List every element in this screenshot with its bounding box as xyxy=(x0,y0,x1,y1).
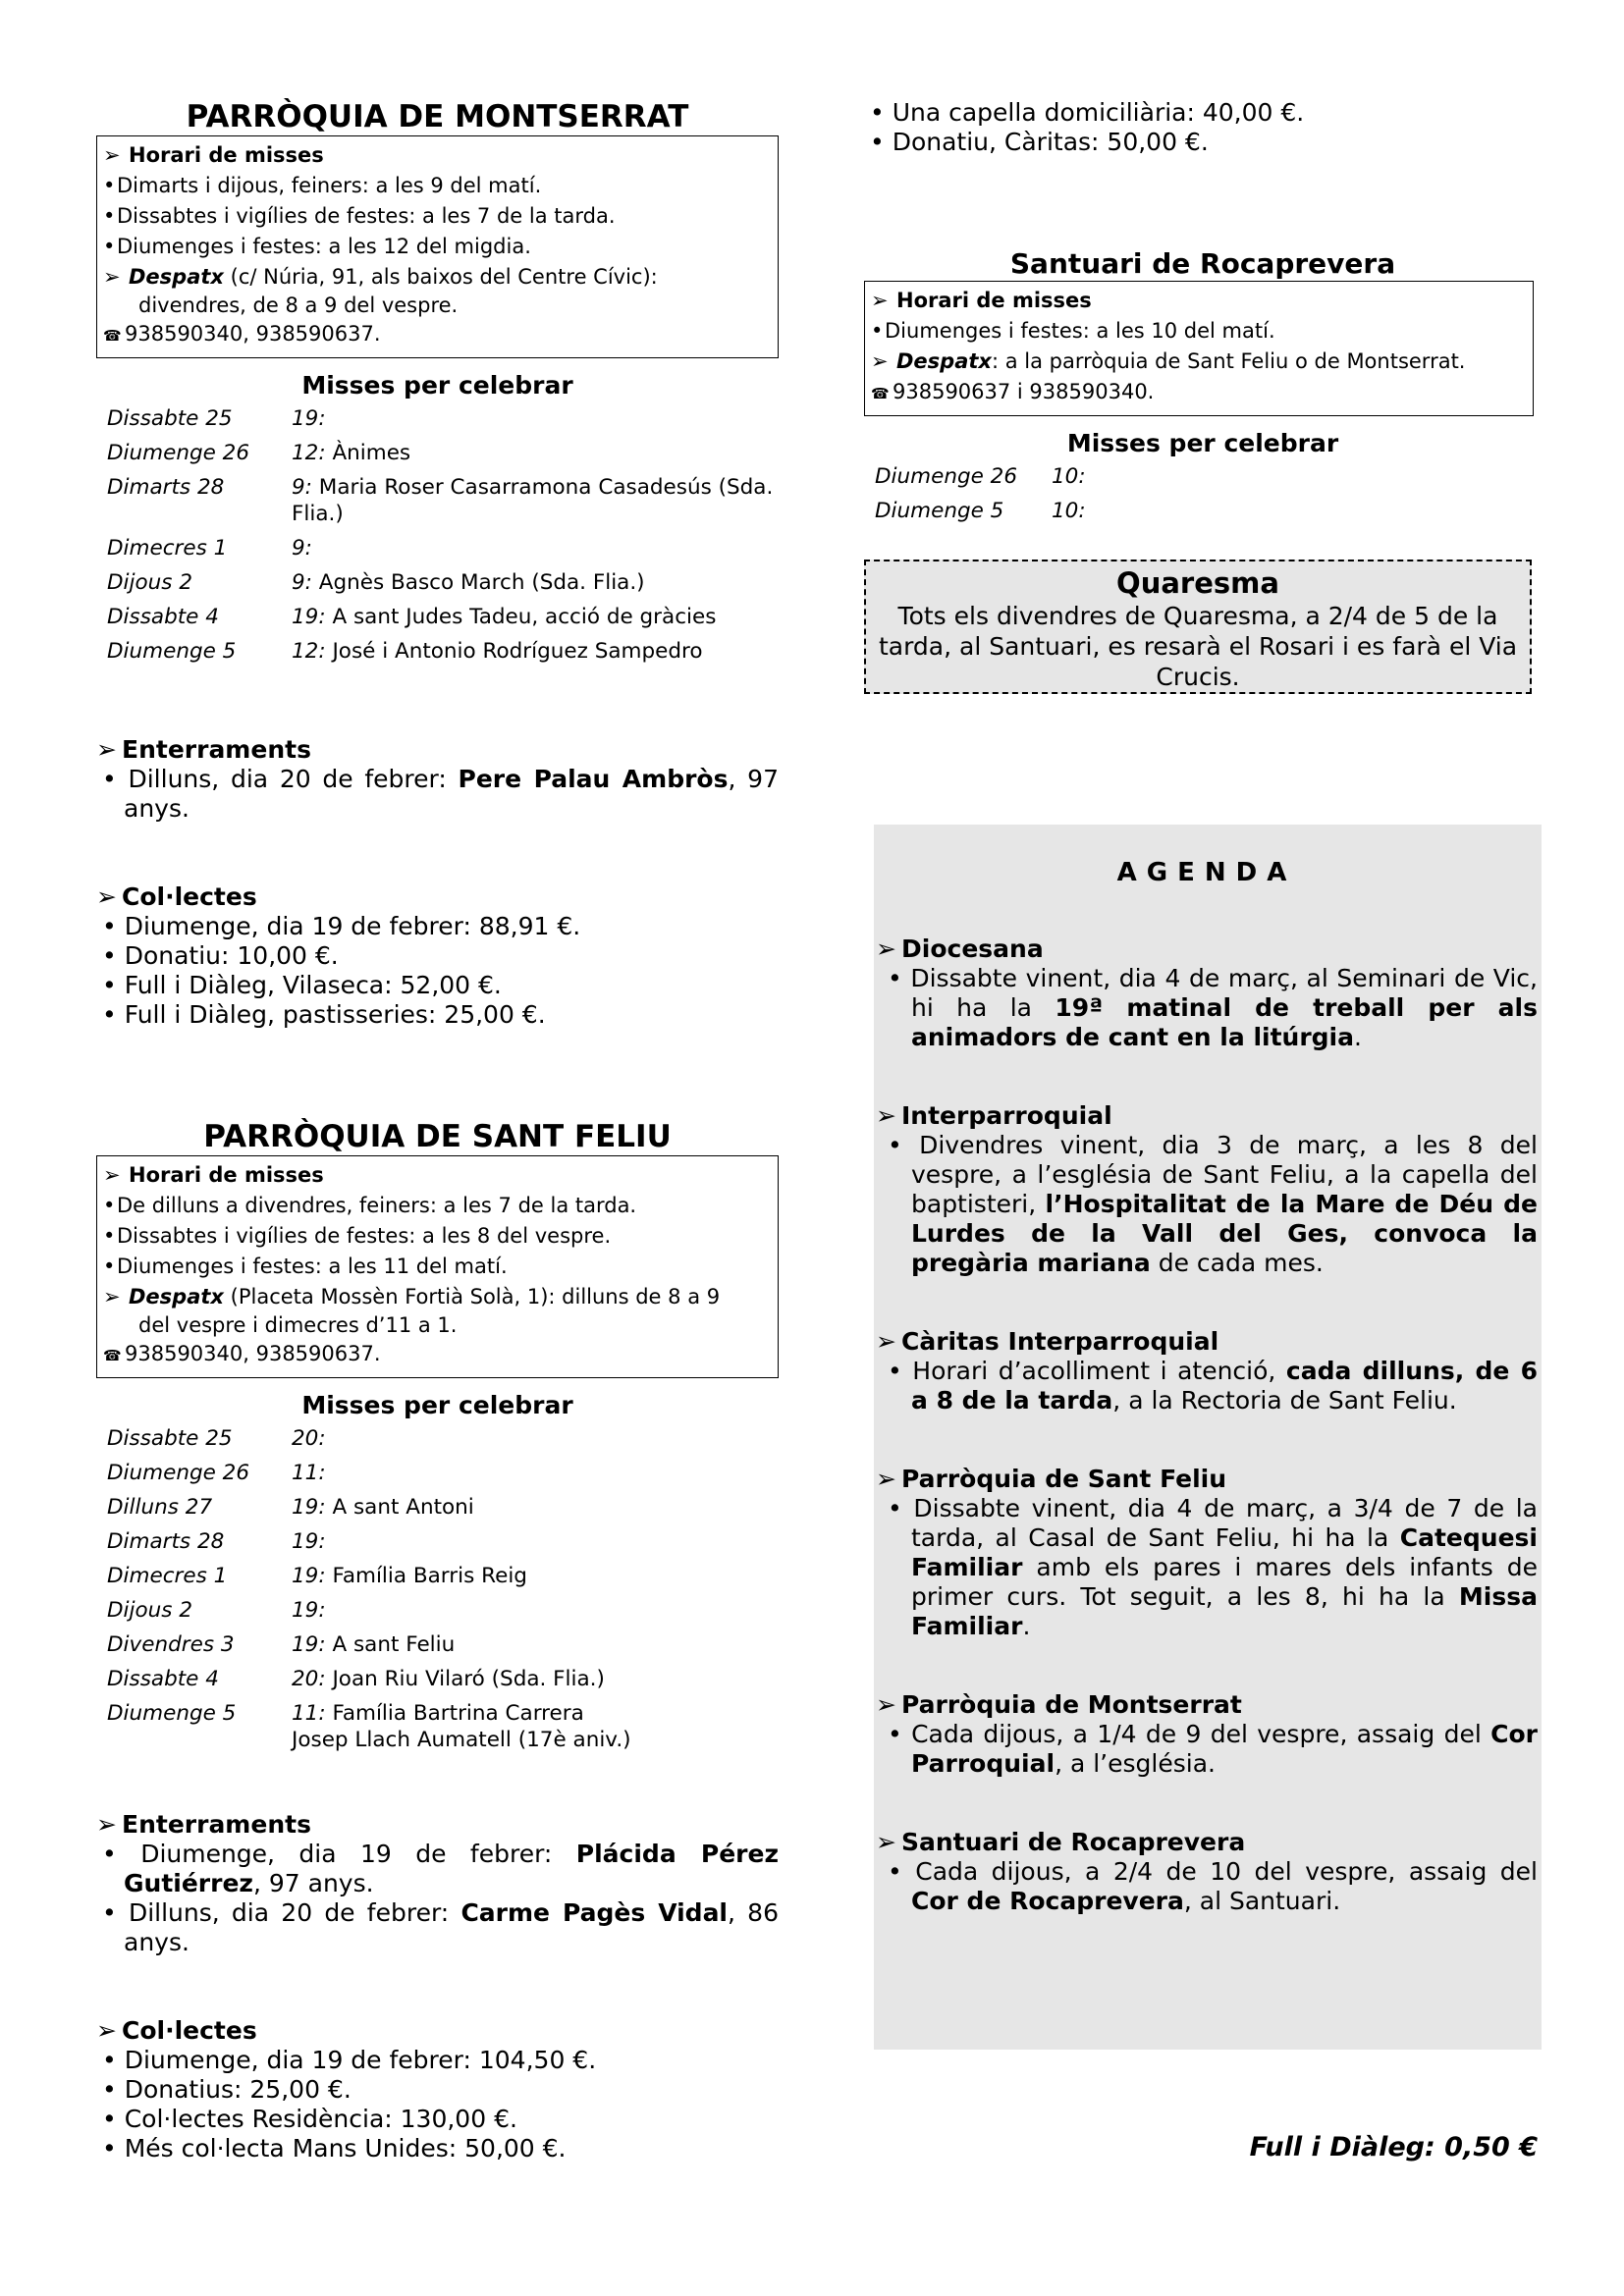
mass-hour: 12: xyxy=(292,639,326,664)
masses-title: Misses per celebrar xyxy=(1066,429,1339,457)
arrow-icon: ➢ xyxy=(876,1465,896,1493)
list-item: • Dilluns, dia 20 de febrer: Carme Pagès Vidal, 86 anys. xyxy=(102,1898,779,1956)
collection-item: Full i Diàleg, Vilaseca: 52,00 €. xyxy=(124,971,502,999)
agenda-text: . xyxy=(1354,1023,1362,1051)
table-row xyxy=(96,638,779,672)
table-row xyxy=(96,1563,779,1597)
burial-age: , 86 anys. xyxy=(124,1898,779,1956)
agenda-highlight: 19ª matinal de treball per als animadors de cant en la litúrgia xyxy=(911,993,1539,1051)
burial-text: Dilluns, dia 20 de febrer: xyxy=(128,765,459,793)
mass-hour: 11: xyxy=(292,1461,326,1485)
montserrat-schedule-box xyxy=(96,135,779,358)
schedule-line: Dissabtes i vigílies de festes: a les 7 de la tarda. xyxy=(117,204,616,228)
arrow-icon: ➢ xyxy=(103,265,121,289)
arrow-icon: ➢ xyxy=(876,934,896,963)
bullet-icon: • xyxy=(871,319,884,343)
masses-table xyxy=(96,405,779,672)
table-row xyxy=(864,463,1532,498)
agenda-text: Divendres vinent, dia 3 de març, a les 8 del vespre, a l’església de Sant Feliu, a la capella del baptisteri, xyxy=(911,1131,1538,1218)
schedule-header: Horari de misses xyxy=(896,289,1092,312)
agenda-text: Horari d’acolliment i atenció, xyxy=(912,1357,1286,1385)
phone-numbers: 938590340, 938590637. xyxy=(125,1342,381,1365)
agenda-text: . xyxy=(1022,1612,1031,1640)
arrow-icon: ➢ xyxy=(103,143,121,167)
burials-list xyxy=(96,1840,779,1957)
bullet-icon: • xyxy=(103,1194,116,1217)
mass-intention: Joan Riu Vilaró (Sda. Flia.) xyxy=(325,1667,605,1691)
continued-collections xyxy=(864,98,1542,157)
mass-day: Divendres 3 xyxy=(107,1632,235,1657)
agenda-items xyxy=(876,934,1538,1916)
burials-header xyxy=(96,735,779,765)
collection-item: Donatius: 25,00 €. xyxy=(124,2075,352,2104)
agenda-item-title: Interparroquial xyxy=(901,1101,1112,1130)
mass-intention: A sant Feliu xyxy=(325,1632,456,1657)
phone-numbers: 938590340, 938590637. xyxy=(125,322,381,346)
collection-item: Full i Diàleg, pastisseries: 25,00 €. xyxy=(124,1000,546,1029)
mass-day: Dissabte 4 xyxy=(107,605,219,629)
mass-day: Dissabte 25 xyxy=(107,406,233,431)
mass-day: Dissabte 4 xyxy=(107,1667,219,1691)
despatx-text-cont: del vespre i dimecres d’11 a 1. xyxy=(138,1313,458,1337)
burial-name: Pere Palau Ambròs xyxy=(458,765,729,793)
burials-list xyxy=(96,765,779,824)
agenda-highlight: Catequesi Familiar xyxy=(911,1523,1538,1581)
mass-hour: 19: xyxy=(292,1529,326,1554)
table-row xyxy=(96,1528,779,1563)
agenda-text: Dissabte vinent, dia 4 de març, al Seminari de Vic, hi ha la xyxy=(910,964,1538,1022)
mass-hour: 9: xyxy=(292,570,312,595)
burials-header-text: Enterraments xyxy=(122,735,311,764)
despatx-text-cont: divendres, de 8 a 9 del vespre. xyxy=(138,294,459,317)
mass-intention: Ànimes xyxy=(325,441,411,465)
table-row xyxy=(96,1597,779,1631)
collection-item: Donatiu, Càritas: 50,00 €. xyxy=(892,128,1209,156)
mass-hour: 19: xyxy=(292,605,326,629)
mass-day: Diumenge 5 xyxy=(875,499,1004,523)
burial-text: Dilluns, dia 20 de febrer: xyxy=(128,1898,461,1927)
mass-hour: 10: xyxy=(1052,499,1086,523)
agenda-text: , a l’església. xyxy=(1055,1749,1216,1778)
table-row xyxy=(96,1460,779,1494)
list-item: • Donatiu, Càritas: 50,00 €. xyxy=(870,128,1209,156)
mass-hour: 20: xyxy=(292,1667,326,1691)
collections-header-text: Col·lectes xyxy=(122,2016,257,2045)
mass-day: Dijous 2 xyxy=(107,1598,192,1623)
agenda-highlight: cada dilluns, de 6 a 8 de la tarda xyxy=(911,1357,1538,1415)
montserrat-section xyxy=(96,98,779,1030)
collection-item: Col·lectes Residència: 130,00 €. xyxy=(124,2105,517,2133)
masses-title: Misses per celebrar xyxy=(301,371,573,400)
list-item: • Donatiu: 10,00 €. xyxy=(102,941,339,970)
collection-item: Donatiu: 10,00 €. xyxy=(124,941,339,970)
burial-age: , 97 anys. xyxy=(252,1869,374,1897)
list-item: • Diumenge, dia 19 de febrer: 104,50 €. xyxy=(102,2046,597,2074)
collection-item: Diumenge, dia 19 de febrer: 104,50 €. xyxy=(124,2046,597,2074)
arrow-icon: ➢ xyxy=(103,1285,121,1308)
collections-header-text: Col·lectes xyxy=(122,882,257,911)
mass-day: Dissabte 25 xyxy=(107,1426,233,1451)
agenda-highlight: Cor de Rocaprevera xyxy=(911,1887,1184,1915)
arrow-icon: ➢ xyxy=(871,349,889,373)
agenda-item-body: • Dissabte vinent, dia 4 de març, al Seminari de Vic, hi ha la 19ª matinal de treball per als animadors de cant en la litúrgia. xyxy=(888,964,1539,1051)
mass-intention: Agnès Basco March (Sda. Flia.) xyxy=(311,570,645,595)
collections-header xyxy=(96,2016,779,2046)
schedule-header: Horari de misses xyxy=(129,1163,324,1187)
table-row xyxy=(96,1700,779,1761)
mass-hour: 19: xyxy=(292,1598,326,1623)
list-item: • Una capella domiciliària: 40,00 €. xyxy=(870,98,1305,127)
list-item: • Full i Diàleg, Vilaseca: 52,00 €. xyxy=(102,971,502,999)
agenda-text: , al Santuari. xyxy=(1183,1887,1341,1915)
collection-item: Diumenge, dia 19 de febrer: 88,91 €. xyxy=(124,912,581,940)
table-row xyxy=(96,1425,779,1460)
phone-icon: ☎ xyxy=(871,385,890,402)
bullet-icon: • xyxy=(103,235,116,258)
schedule-header: Horari de misses xyxy=(129,143,324,167)
schedule-line: Diumenges i festes: a les 11 del matí. xyxy=(117,1255,508,1278)
santfeliu-title: PARRÒQUIA DE SANT FELIU xyxy=(203,1119,672,1154)
arrow-icon: ➢ xyxy=(96,1810,117,1839)
agenda-item-title: Parròquia de Sant Feliu xyxy=(901,1465,1227,1493)
rocaprevera-title: Santuari de Rocaprevera xyxy=(1009,247,1396,280)
agenda-text: amb els pares i mares dels infants de primer curs. Tot seguit, a les 8, hi ha la xyxy=(911,1553,1538,1611)
burial-name: Plácida Pérez Gutiérrez xyxy=(124,1840,779,1897)
schedule-line: Dimarts i dijous, feiners: a les 9 del matí. xyxy=(117,174,542,197)
arrow-icon: ➢ xyxy=(876,1327,896,1356)
rocaprevera-section xyxy=(864,247,1542,532)
table-row xyxy=(96,604,779,638)
quaresma-box xyxy=(864,560,1532,694)
agenda-item-header xyxy=(876,1828,1538,1857)
mass-day: Diumenge 26 xyxy=(875,464,1018,489)
santfeliu-section xyxy=(96,1118,779,2163)
mass-intention: A sant Antoni xyxy=(325,1495,474,1520)
agenda-panel xyxy=(874,825,1542,2050)
burial-name: Carme Pagès Vidal xyxy=(460,1898,729,1927)
mass-day: Dimarts 28 xyxy=(107,475,225,500)
santfeliu-schedule-box xyxy=(96,1155,779,1378)
left-column xyxy=(96,98,779,2163)
schedule-line: Diumenges i festes: a les 12 del migdia. xyxy=(117,235,531,258)
list-item: • Dilluns, dia 20 de febrer: Pere Palau Ambròs, 97 anys. xyxy=(102,765,779,823)
list-item: • Donatius: 25,00 €. xyxy=(102,2075,352,2104)
schedule-line: De dilluns a divendres, feiners: a les 7 de la tarda. xyxy=(117,1194,637,1217)
mass-day: Dimecres 1 xyxy=(107,536,228,561)
agenda-item-header xyxy=(876,1690,1538,1720)
agenda-item-body: • Divendres vinent, dia 3 de març, a les 8 del vespre, a l’església de Sant Feliu, a la capella del baptisteri, l’Hospitalitat de la Mare de Déu de Lurdes de la Vall del Ges, convoca la pregària mariana de cada mes. xyxy=(888,1131,1538,1277)
table-row xyxy=(96,569,779,604)
mass-hour: 9: xyxy=(292,475,312,500)
agenda-item-title: Parròquia de Montserrat xyxy=(901,1690,1242,1719)
agenda-item-title: Diocesana xyxy=(901,934,1044,963)
footer-price: Full i Diàleg: 0,50 € xyxy=(1249,2132,1538,2163)
agenda-item-body: • Cada dijous, a 1/4 de 9 del vespre, assaig del Cor Parroquial, a l’església. xyxy=(888,1720,1538,1778)
collections-list xyxy=(96,912,779,1030)
mass-hour: 19: xyxy=(292,1564,326,1588)
agenda-item-header xyxy=(876,1327,1538,1357)
phone-icon: ☎ xyxy=(103,1347,122,1364)
mass-intention: José i Antonio Rodríguez Sampedro xyxy=(325,639,703,664)
masses-table xyxy=(864,463,1532,532)
table-row xyxy=(864,498,1532,532)
bullet-icon: • xyxy=(103,1224,116,1248)
despatx-text: : a la parròquia de Sant Feliu o de Montserrat. xyxy=(991,349,1466,373)
bullet-icon: • xyxy=(103,1255,116,1278)
right-column xyxy=(864,98,1542,532)
table-row xyxy=(96,474,779,535)
agenda-item-header xyxy=(876,934,1538,964)
agenda-highlight: l’Hospitalitat de la Mare de Déu de Lurdes de la Vall del Ges, convoca la pregària mariana xyxy=(911,1190,1538,1277)
mass-hour: 11: xyxy=(292,1701,326,1726)
burials-header xyxy=(96,1810,779,1840)
agenda-text: , a la Rectoria de Sant Feliu. xyxy=(1112,1386,1457,1415)
agenda-item-body: • Horari d’acolliment i atenció, cada dilluns, de 6 a 8 de la tarda, a la Rectoria de Sant Feliu. xyxy=(888,1357,1538,1415)
agenda-text: Dissabte vinent, dia 4 de març, a 3/4 de 7 de la tarda, al Casal de Sant Feliu, hi ha la xyxy=(911,1494,1538,1552)
montserrat-title: PARRÒQUIA DE MONTSERRAT xyxy=(186,99,689,134)
mass-hour: 20: xyxy=(292,1426,326,1451)
despatx-text: (c/ Núria, 91, als baixos del Centre Cívic): xyxy=(223,265,658,289)
despatx-label: Despatx xyxy=(129,1285,224,1308)
list-item: • Full i Diàleg, pastisseries: 25,00 €. xyxy=(102,1000,546,1029)
arrow-icon: ➢ xyxy=(876,1101,896,1130)
mass-intention: Josep Llach Aumatell (17è aniv.) xyxy=(292,1728,631,1752)
mass-day: Dilluns 27 xyxy=(107,1495,213,1520)
mass-day: Diumenge 26 xyxy=(107,441,250,465)
collections-header xyxy=(96,882,779,912)
mass-day: Diumenge 5 xyxy=(107,1701,237,1726)
arrow-icon: ➢ xyxy=(871,289,889,312)
agenda-item-title: Càritas Interparroquial xyxy=(901,1327,1219,1356)
agenda-text: Cada dijous, a 2/4 de 10 del vespre, assaig del xyxy=(915,1857,1538,1886)
schedule-line: Dissabtes i vigílies de festes: a les 8 del vespre. xyxy=(117,1224,612,1248)
table-row xyxy=(96,535,779,569)
rocaprevera-schedule-box xyxy=(864,281,1534,416)
arrow-icon: ➢ xyxy=(876,1690,896,1719)
agenda-highlight: Missa Familiar xyxy=(911,1582,1538,1640)
schedule-line: Diumenges i festes: a les 10 del matí. xyxy=(885,319,1275,343)
collection-item: Una capella domiciliària: 40,00 €. xyxy=(892,98,1305,127)
bullet-icon: • xyxy=(103,204,116,228)
mass-intention: A sant Judes Tadeu, acció de gràcies xyxy=(325,605,717,629)
agenda-item-body: • Cada dijous, a 2/4 de 10 del vespre, assaig del Cor de Rocaprevera, al Santuari. xyxy=(888,1857,1538,1915)
bullet-icon: • xyxy=(103,174,116,197)
despatx-info xyxy=(103,1282,772,1339)
collection-item: Més col·lecta Mans Unides: 50,00 €. xyxy=(124,2134,567,2163)
list-item: • Col·lectes Residència: 130,00 €. xyxy=(102,2105,517,2133)
arrow-icon: ➢ xyxy=(103,1163,121,1187)
masses-title: Misses per celebrar xyxy=(301,1391,573,1419)
mass-intention: Família Barris Reig xyxy=(325,1564,527,1588)
mass-intention: Família Bartrina Carrera xyxy=(325,1701,584,1726)
agenda-text: de cada mes. xyxy=(1150,1249,1324,1277)
list-item: • Diumenge, dia 19 de febrer: Plácida Pérez Gutiérrez, 97 anys. xyxy=(102,1840,779,1897)
mass-day: Dijous 2 xyxy=(107,570,192,595)
mass-hour: 19: xyxy=(292,1495,326,1520)
mass-hour: 19: xyxy=(292,1632,326,1657)
masses-table xyxy=(96,1425,779,1761)
agenda-item-header xyxy=(876,1101,1538,1131)
agenda-text: Cada dijous, a 1/4 de 9 del vespre, assaig del xyxy=(911,1720,1491,1748)
phone-numbers: 938590637 i 938590340. xyxy=(893,380,1155,403)
mass-hour: 9: xyxy=(292,536,312,561)
mass-intention: Maria Roser Casarramona Casadesús (Sda. Flia.) xyxy=(292,475,774,526)
list-item: • Diumenge, dia 19 de febrer: 88,91 €. xyxy=(102,912,581,940)
despatx-info xyxy=(103,262,772,319)
mass-hour: 12: xyxy=(292,441,326,465)
agenda-item-body: • Dissabte vinent, dia 4 de març, a 3/4 de 7 de la tarda, al Casal de Sant Feliu, hi ha la Catequesi Familiar amb els pares i mares dels infants de primer curs. Tot seguit, a les 8, hi ha la Missa Familiar. xyxy=(888,1494,1538,1640)
agenda-title: AGENDA xyxy=(1116,858,1297,887)
collections-list xyxy=(96,2046,779,2163)
burials-header-text: Enterraments xyxy=(122,1810,311,1839)
arrow-icon: ➢ xyxy=(96,735,117,764)
arrow-icon: ➢ xyxy=(876,1828,896,1856)
phone-icon: ☎ xyxy=(103,327,122,345)
agenda-highlight: Cor Parroquial xyxy=(911,1720,1538,1778)
table-row xyxy=(96,405,779,440)
burial-age: , 97 anys. xyxy=(124,765,779,823)
mass-day: Diumenge 26 xyxy=(107,1461,250,1485)
mass-day: Diumenge 5 xyxy=(107,639,237,664)
quaresma-text: Tots els divendres de Quaresma, a 2/4 de 5 de la tarda, al Santuari, es resarà el Rosari i es farà el Via Crucis. xyxy=(878,602,1518,691)
burial-text: Diumenge, dia 19 de febrer: xyxy=(140,1840,576,1868)
quaresma-title: Quaresma xyxy=(1116,566,1279,600)
arrow-icon: ➢ xyxy=(96,2016,117,2045)
table-row xyxy=(96,1666,779,1700)
table-row xyxy=(96,440,779,474)
list-item: • Més col·lecta Mans Unides: 50,00 €. xyxy=(102,2134,567,2163)
mass-hour: 10: xyxy=(1052,464,1086,489)
mass-hour: 19: xyxy=(292,406,326,431)
agenda-item-header xyxy=(876,1465,1538,1494)
mass-day: Dimarts 28 xyxy=(107,1529,225,1554)
table-row xyxy=(96,1494,779,1528)
agenda-item-title: Santuari de Rocaprevera xyxy=(901,1828,1246,1856)
despatx-text: (Placeta Mossèn Fortià Solà, 1): dilluns de 8 a 9 xyxy=(223,1285,721,1308)
mass-day: Dimecres 1 xyxy=(107,1564,228,1588)
arrow-icon: ➢ xyxy=(96,882,117,911)
despatx-label: Despatx xyxy=(896,349,992,373)
despatx-label: Despatx xyxy=(129,265,224,289)
table-row xyxy=(96,1631,779,1666)
